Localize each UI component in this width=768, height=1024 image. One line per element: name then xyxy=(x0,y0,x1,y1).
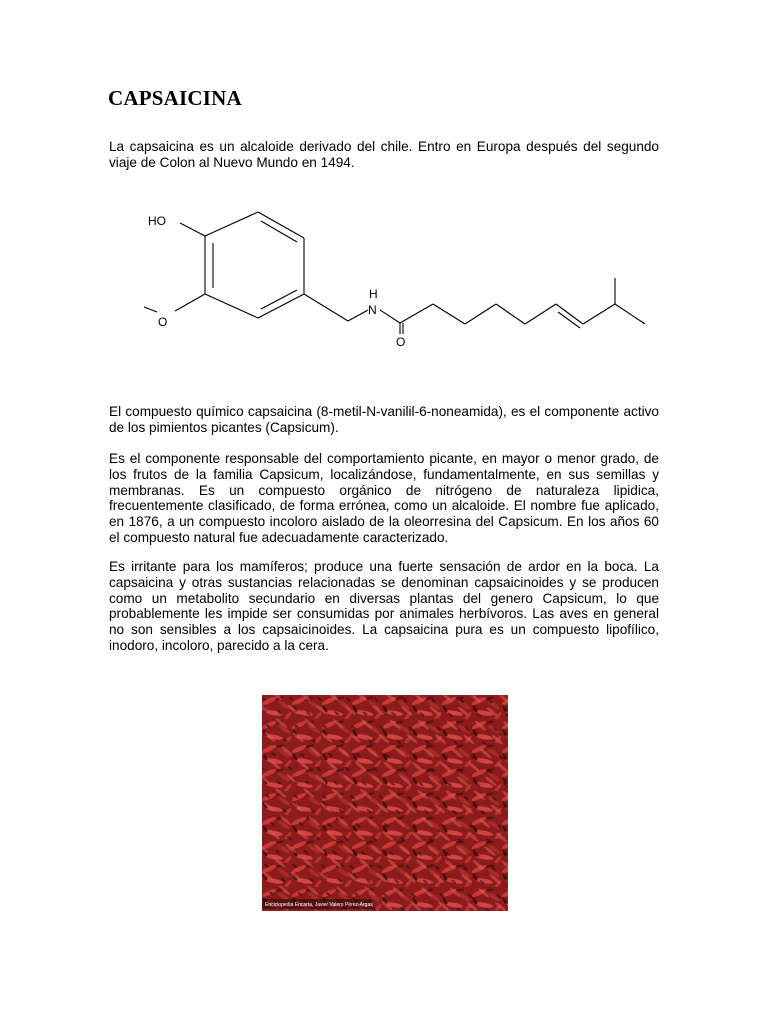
document-title: CAPSAICINA xyxy=(108,86,242,110)
label-n: N xyxy=(368,303,377,317)
paragraph-intro: La capsaicina es un alcaloide derivado del chile. Entro en Europa después del segundo viaje de Colon al Nuevo Mundo en 1494. xyxy=(109,139,659,170)
capsaicin-structure-diagram xyxy=(140,200,660,350)
paragraph-description: Es el componente responsable del comportamiento picante, en mayor o menor grado, de los frutos de la familia Capsicum, localizándose, fundamentalmente, en sus semillas y membranas. Es un compuesto orgánico de nitrógeno de naturaleza lipidica, frecuentemente clasificado, de forma errónea, como un alcaloide. El nombre fue aplicado, en 1876, a un compuesto incoloro aislado de la oleorresina del Capsicum. En los años 60 el compuesto natural fue adecuadamente caracterizado. xyxy=(109,451,659,545)
label-o-methoxy: O xyxy=(158,315,168,329)
label-o-carbonyl: O xyxy=(396,335,406,349)
label-h: H xyxy=(369,287,378,301)
label-ho: HO xyxy=(148,214,166,228)
photo-caption: Enciclopedia Encarta, Javier Valero Pérez-Argas xyxy=(265,902,373,908)
paragraph-definition: El compuesto químico capsaicina (8-metil-N-vanilil-6-noneamida), es el componente activo de los pimientos picantes (Capsicum). xyxy=(109,404,659,435)
paragraph-effects: Es irritante para los mamíferos; produce una fuerte sensación de ardor en la boca. La capsaicina y otras sustancias relacionadas se denominan capsaicinoides y se producen como un metabolito secundario en diversas plantas del genero Capsicum, lo que probablemente les impide ser consumidas por animales herbívoros. Las aves en general no son sensibles a los capsaicinoides. La capsaicina pura es un compuesto lipofílico, inodoro, incoloro, parecido a la cera. xyxy=(109,559,659,653)
chili-peppers-photo xyxy=(262,695,508,911)
